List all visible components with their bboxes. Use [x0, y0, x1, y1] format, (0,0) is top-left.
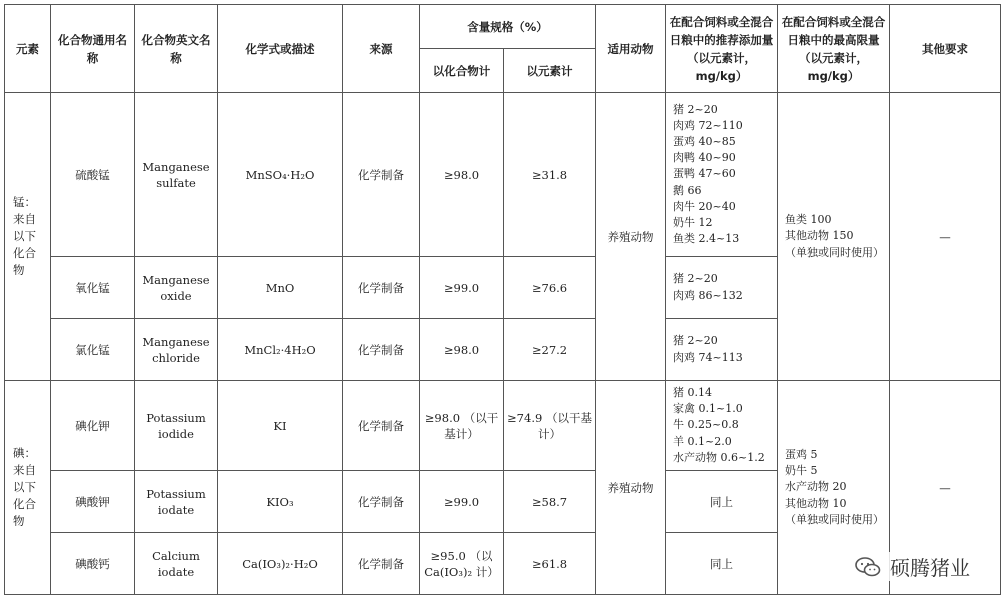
dosage-line: 蛋鸡 40~85 — [673, 134, 736, 148]
content-by-element: ≥58.7 — [504, 471, 596, 533]
dosage-line: 肉鸡 86~132 — [673, 288, 743, 302]
dosage-line: 奶牛 12 — [673, 216, 713, 229]
limit-line: 水产动物 20 — [785, 480, 847, 494]
applicable-animals: 养殖动物 — [596, 93, 666, 381]
english-name: Calcium iodate — [135, 533, 218, 595]
content-by-compound: ≥98.0 — [420, 319, 504, 381]
source: 化学制备 — [343, 533, 420, 595]
dosage-line: 蛋鸭 47~60 — [673, 167, 736, 181]
dosage-line: 羊 0.1~2.0 — [673, 434, 732, 448]
dosage-line: 水产动物 0.6~1.2 — [673, 450, 765, 464]
watermark — [850, 552, 974, 581]
dosage-line: 鹅 66 — [673, 183, 702, 197]
limit-line: 鱼类 100 — [785, 213, 832, 227]
element-iodine: 碘：来自以下化合物 — [5, 381, 51, 595]
content-by-element: ≥27.2 — [504, 319, 596, 381]
dosage-line: 猪 0.14 — [673, 385, 712, 399]
content-by-compound: ≥99.0 — [420, 471, 504, 533]
limit-line: 其他动物 10 — [785, 496, 847, 510]
dosage-line: 猪 2~20 — [673, 334, 718, 348]
header-source: 来源 — [343, 5, 420, 93]
source: 化学制备 — [343, 257, 420, 319]
other-requirements: — — [890, 381, 1001, 595]
chemical-formula: MnSO₄·H₂O — [218, 93, 343, 257]
dosage-line: 肉鸡 72~110 — [673, 118, 743, 132]
content-by-element: ≥61.8 — [504, 533, 596, 595]
dosage-line: 猪 2~20 — [673, 272, 718, 286]
recommended-dosage: 同上 — [666, 533, 778, 595]
source: 化学制备 — [343, 319, 420, 381]
header-animals: 适用动物 — [596, 5, 666, 93]
limit-line: （单独或同时使用） — [785, 245, 884, 259]
english-name: Manganese chloride — [135, 319, 218, 381]
source: 化学制备 — [343, 381, 420, 471]
compound-name: 碘酸钾 — [51, 471, 135, 533]
dosage-line: 肉鸡 74~113 — [673, 350, 743, 364]
header-formula: 化学式或描述 — [218, 5, 343, 93]
header-by-element: 以元素计 — [504, 49, 596, 93]
limit-line: （单独或同时使用） — [785, 512, 884, 526]
other-requirements: — — [890, 93, 1001, 381]
recommended-dosage — [666, 93, 778, 257]
content-by-element: ≥76.6 — [504, 257, 596, 319]
limit-line: 奶牛 5 — [785, 464, 818, 478]
additive-table — [4, 4, 1001, 595]
compound-name: 碘化钾 — [51, 381, 135, 471]
maximum-limit — [778, 93, 890, 381]
header-maximum: 在配合饲料或全混合日粮中的最高限量（以元素计，mg/kg） — [778, 5, 890, 93]
element-manganese: 锰：来自以下化合物 — [5, 93, 51, 381]
dosage-line: 家禽 0.1~1.0 — [673, 402, 743, 416]
applicable-animals: 养殖动物 — [596, 381, 666, 595]
content-by-compound: ≥95.0 （以 Ca(IO₃)₂ 计） — [420, 533, 504, 595]
compound-name: 碘酸钙 — [51, 533, 135, 595]
chemical-formula: KIO₃ — [218, 471, 343, 533]
dosage-line: 鱼类 2.4~13 — [673, 232, 740, 246]
header-element: 元素 — [5, 5, 51, 93]
recommended-dosage: 同上 — [666, 471, 778, 533]
header-common-name: 化合物通用名称 — [51, 5, 135, 93]
chemical-formula: MnO — [218, 257, 343, 319]
wechat-icon — [854, 556, 882, 578]
chemical-formula: MnCl₂·4H₂O — [218, 319, 343, 381]
source: 化学制备 — [343, 93, 420, 257]
content-by-compound: ≥98.0 — [420, 93, 504, 257]
dosage-line: 牛 0.25~0.8 — [673, 418, 739, 432]
compound-name: 氯化锰 — [51, 319, 135, 381]
content-by-element: ≥31.8 — [504, 93, 596, 257]
english-name: Potassium iodide — [135, 381, 218, 471]
dosage-line: 肉鸭 40~90 — [673, 151, 736, 165]
header-recommended: 在配合饲料或全混合日粮中的推荐添加量（以元素计，mg/kg） — [666, 5, 778, 93]
recommended-dosage — [666, 381, 778, 471]
header-by-compound: 以化合物计 — [420, 49, 504, 93]
dosage-line: 肉牛 20~40 — [673, 199, 736, 213]
limit-line: 蛋鸡 5 — [785, 447, 818, 461]
english-name: Manganese sulfate — [135, 93, 218, 257]
content-by-compound: ≥98.0 （以干基计） — [420, 381, 504, 471]
header-english-name: 化合物英文名称 — [135, 5, 218, 93]
limit-line: 其他动物 150 — [785, 229, 854, 243]
content-by-element: ≥74.9 （以干基计） — [504, 381, 596, 471]
english-name: Manganese oxide — [135, 257, 218, 319]
chemical-formula: Ca(IO₃)₂·H₂O — [218, 533, 343, 595]
recommended-dosage — [666, 257, 778, 319]
chemical-formula: KI — [218, 381, 343, 471]
source: 化学制备 — [343, 471, 420, 533]
content-by-compound: ≥99.0 — [420, 257, 504, 319]
compound-name: 氧化锰 — [51, 257, 135, 319]
dosage-line: 猪 2~20 — [673, 102, 718, 116]
watermark-text: 硕腾猪业 — [890, 556, 970, 580]
header-other: 其他要求 — [890, 5, 1001, 93]
recommended-dosage — [666, 319, 778, 381]
compound-name: 硫酸锰 — [51, 93, 135, 257]
english-name: Potassium iodate — [135, 471, 218, 533]
header-content-spec: 含量规格（%） — [420, 5, 596, 49]
